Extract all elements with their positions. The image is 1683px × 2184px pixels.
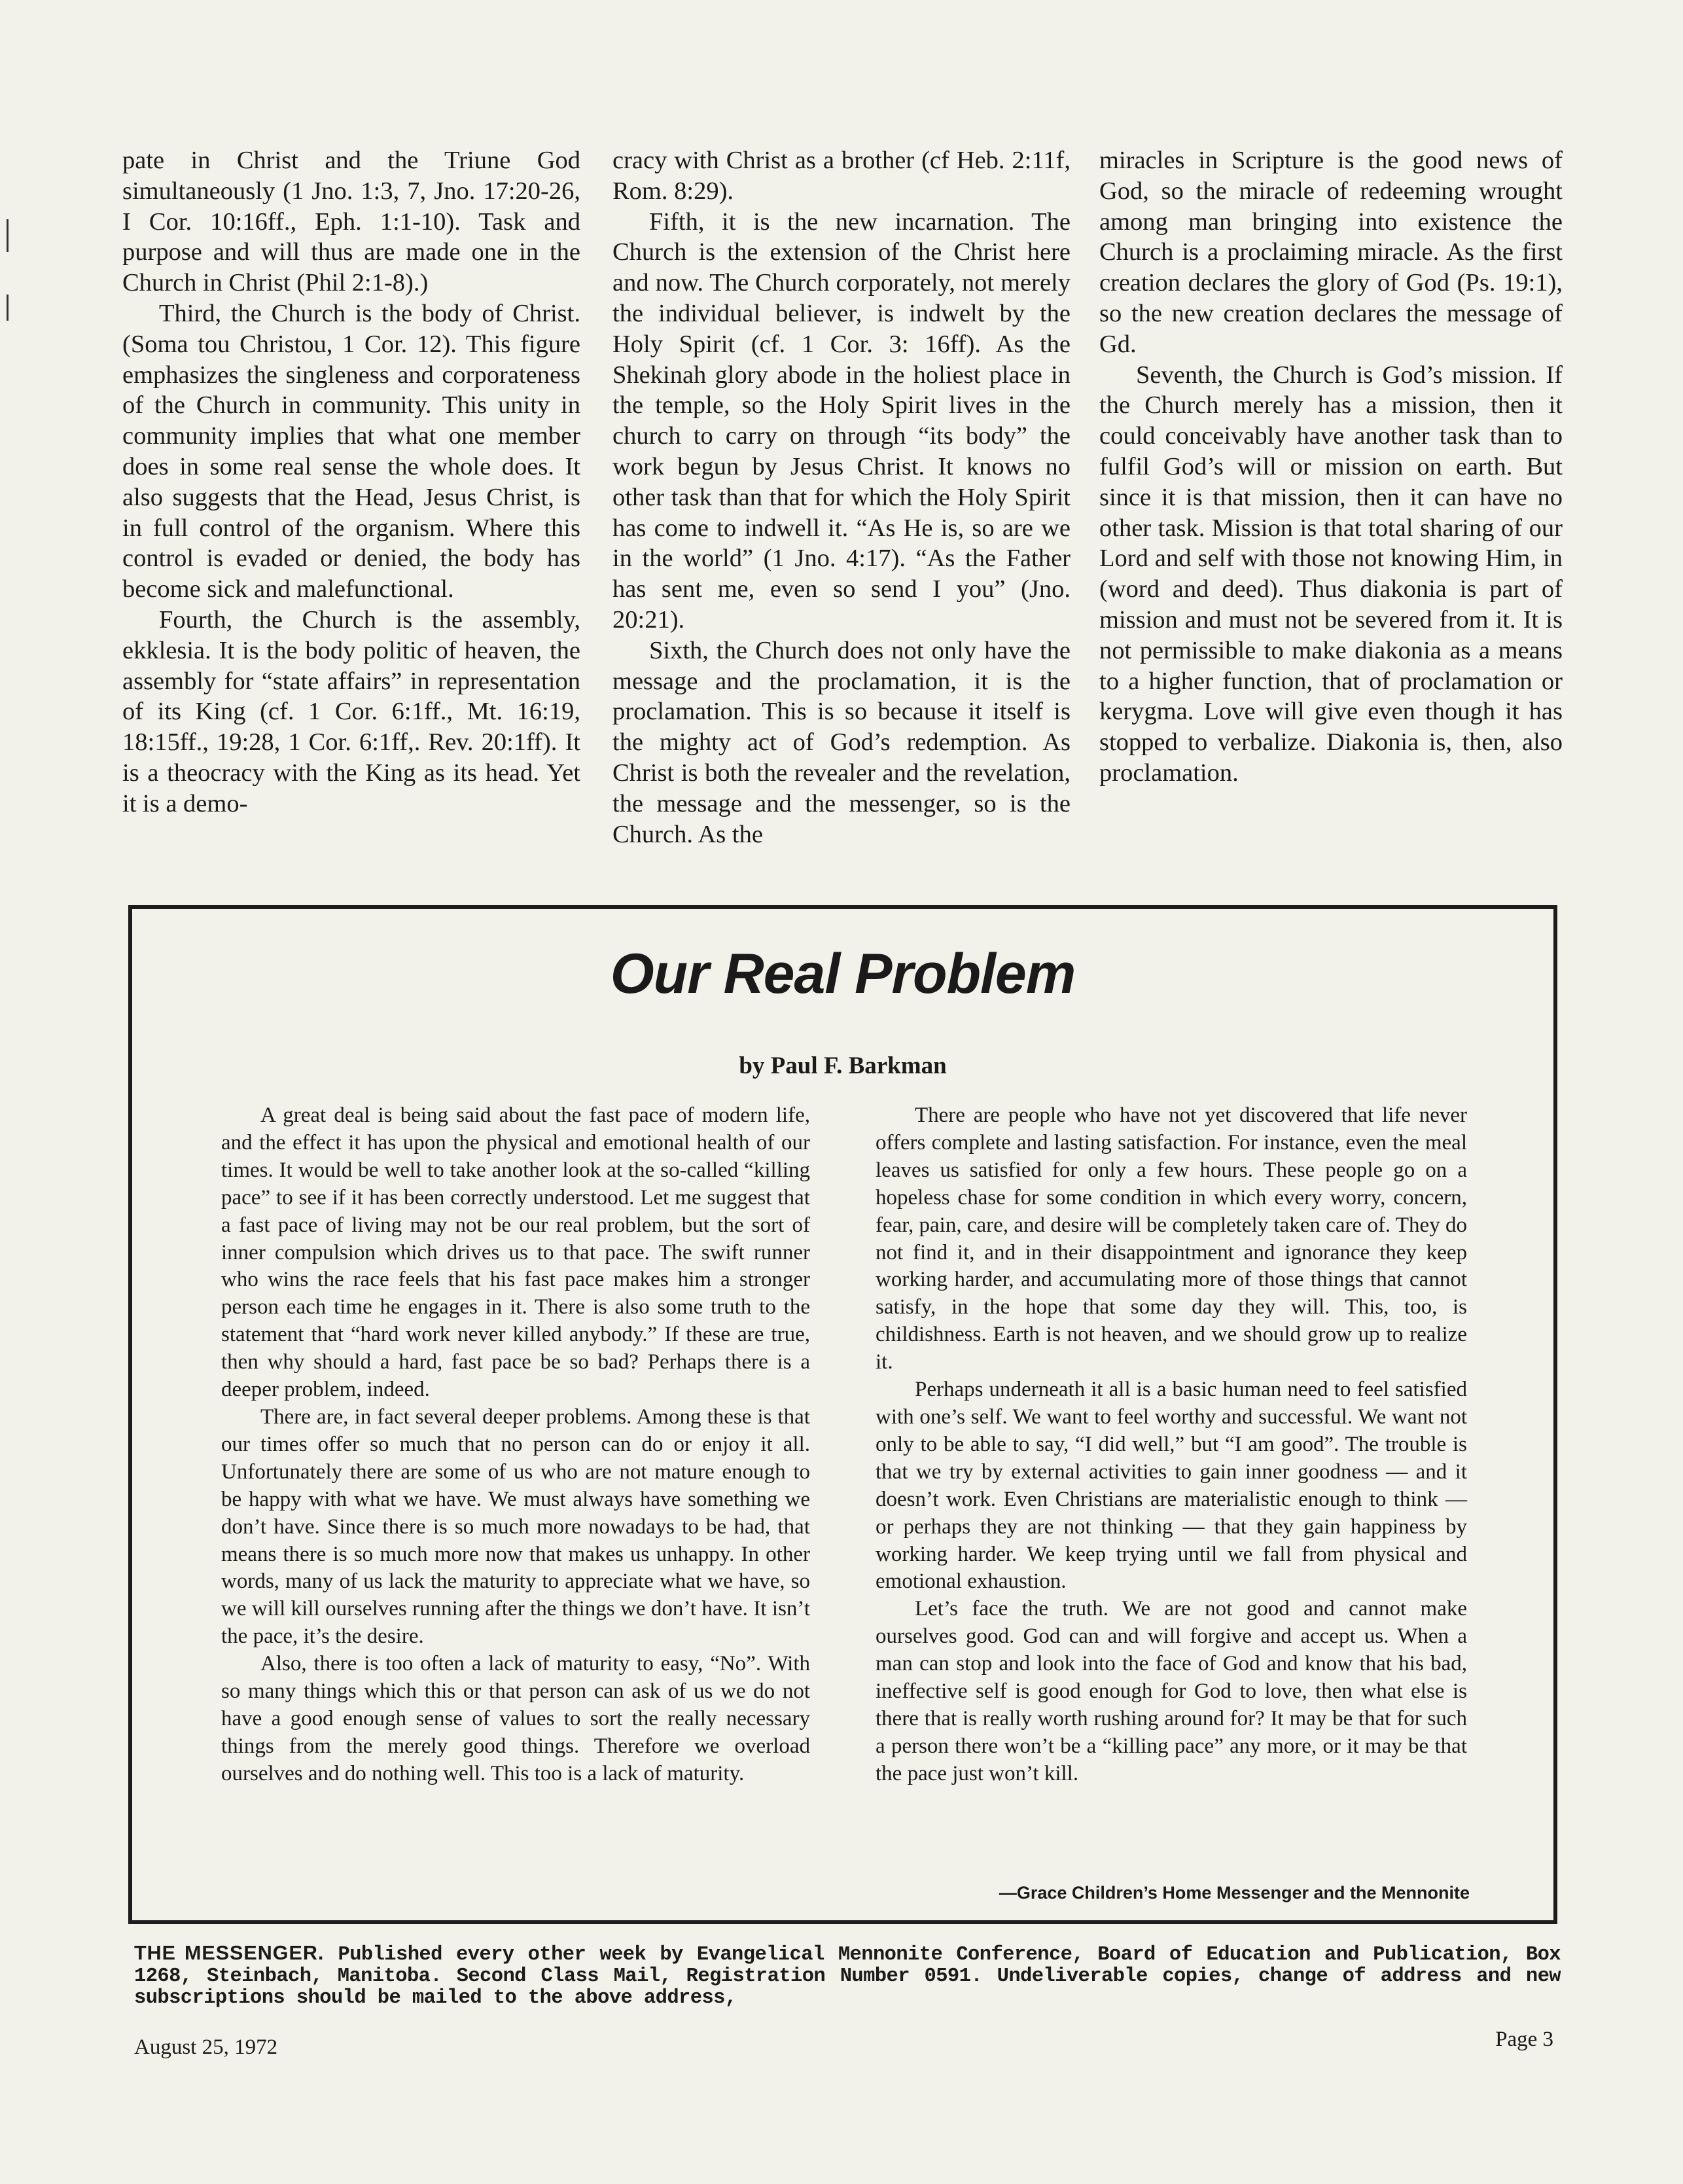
paragraph: pate in Christ and the Triune God simultaneously (1 Jno. 1:3, 7, Jno. 17:20-26, I Cor. 10:16ff., Eph. 1:1-10). Task and purpose and will thus are made one in the Church in Christ (Phil 2:1-8).): [122, 147, 580, 297]
publication-notice-text: Published every other week by Evangelical Mennonite Conference, Board of Education and Publication, Box 1268, Steinbach, Manitoba. Second Class Mail, Registration Number 0591. Undeliverable copies, change of address and new subscriptions should be mailed to the above address,: [134, 1944, 1561, 2009]
publication-name: THE MESSENGER.: [134, 1942, 325, 1964]
publication-notice: [134, 1942, 1561, 2009]
paragraph: Sixth, the Church does not only have the message and the proclamation, it is the proclamation. This is so because it itself is the mighty act of God’s redemption. As Christ is both the revealer and the revelation, the message and the messenger, so is the Church. As the: [612, 636, 1071, 848]
paragraph: A great deal is being said about the fast pace of modern life, and the effect it has upon the physical and emotional health of our times. It would be well to take another look at the so-called “killing pace” to see if it has been correctly understood. Let me suggest that a fast pace of living may not be our real problem, but the sort of inner compulsion which drives us to that pace. The swift runner who wins the race feels that his fast pace makes him a stronger person each time he engages in it. There is also some truth to the statement that “hard work never killed anybody.” If these are true, then why should a hard, fast pace be so bad? Perhaps there is a deeper problem, indeed.: [221, 1103, 810, 1402]
paragraph: Perhaps underneath it all is a basic human need to feel satisfied with one’s self. We want to feel worthy and successful. We want not only to be able to say, “I did well,” but “I am good”. The trouble is that we try by external activities to gain inner goodness — and it doesn’t work. Even Christians are materialistic enough to think — or perhaps they are not thinking — that they gain happiness by working harder. We keep trying until we fall from physical and emotional exhaustion.: [876, 1378, 1467, 1594]
paragraph: Third, the Church is the body of Christ. (Soma tou Christou, 1 Cor. 12). This figure emphasizes the singleness and corporateness of the Church in community. This unity in community implies that what one member does in some real sense the whole does. It also suggests that the Head, Jesus Christ, is in full control of the organism. Where this control is evaded or denied, the body has become sick and malefunctional.: [122, 299, 580, 603]
body-column-2: [612, 145, 1071, 850]
article-title: Our Real Problem: [610, 942, 1076, 1005]
paragraph: Let’s face the truth. We are not good and cannot make ourselves good. God can and will forgive and accept us. When a man can stop and look into the face of God and know that his bad, ineffective self is good enough for God to love, then what else is there that is really worth rushing around for? It may be that for such a person there won’t be a “killing pace” any more, or it may be that the pace just won’t kill.: [876, 1597, 1467, 1785]
paragraph: Fifth, it is the new incarnation. The Church is the extension of the Christ here and now. The Church corporately, not merely the individual believer, is indwelt by the Holy Spirit (cf. 1 Cor. 3: 16ff). As the Shekinah glory abode in the holiest place in the temple, so the Holy Spirit lives in the church to carry on through “its body” the work begun by Jesus Christ. It knows no other task than that for which the Holy Spirit has come to indwell it. “As He is, so are we in the world” (1 Jno. 4:17). “As the Father has sent me, even so send I you” (Jno. 20:21).: [612, 207, 1071, 634]
paragraph: There are people who have not yet discovered that life never offers complete and lasting satisfaction. For instance, even the meal leaves us satisfied for only a few hours. These people go on a hopeless chase for some condition in which every worry, concern, fear, pain, care, and desire will be completely taken care of. They do not find it, and in their disappointment and ignorance they keep working harder, and accumulating more of those things that cannot satisfy, in the hope that some day they will. This, too, is childishness. Earth is not heaven, and we should grow up to realize it.: [876, 1103, 1467, 1374]
byline: by Paul F. Barkman: [739, 1052, 947, 1079]
body-column-1: [122, 145, 580, 819]
article-column-1: [221, 1102, 810, 1788]
article-column-2: [876, 1102, 1467, 1788]
article-credit: —Grace Children’s Home Messenger and the Mennonite: [999, 1883, 1470, 1903]
margin-mark: [7, 219, 9, 252]
paragraph: Also, there is too often a lack of maturity to easy, “No”. With so many things which this or that person can ask of us we do not have a good enough sense of values to sort the really necessary things from the merely good things. Therefore we overload ourselves and do nothing well. This too is a lack of maturity.: [221, 1652, 810, 1785]
paragraph: Fourth, the Church is the assembly, ekklesia. It is the body politic of heaven, the assembly for “state affairs” in representation of its King (cf. 1 Cor. 6:1ff., Mt. 16:19, 18:15ff., 19:28, 1 Cor. 6:1ff,. Rev. 20:1ff). It is a theocracy with the King as its head. Yet it is a demo-: [122, 605, 580, 817]
page-number: Page 3: [1495, 2028, 1553, 2051]
paragraph: Seventh, the Church is God’s mission. If the Church merely has a mission, then it could conceivably have another task than to fulfil God’s will or mission on earth. But since it is that mission, then it can have no other task. Mission is that total sharing of our Lord and self with those not knowing Him, in (word and deed). Thus diakonia is part of mission and must not be severed from it. It is not permissible to make diakonia as a means to a higher function, that of proclamation or kerygma. Love will give even though it has stopped to verbalize. Diakonia is, then, also proclamation.: [1099, 361, 1563, 787]
issue-date: August 25, 1972: [134, 2035, 278, 2059]
body-column-3: [1099, 145, 1563, 789]
paragraph: There are, in fact several deeper problems. Among these is that our times offer so much that no person can do or enjoy it all. Unfortunately there are some of us who are not mature enough to be happy with what we have. We must always have something we don’t have. Since there is so much more nowadays to be had, that means there is so much more now that makes us unhappy. In other words, many of us lack the maturity to appreciate what we have, so we will kill ourselves running after the things we don’t have. It isn’t the pace, it’s the desire.: [221, 1405, 810, 1649]
margin-mark: [7, 295, 9, 321]
paragraph: cracy with Christ as a brother (cf Heb. 2:11f, Rom. 8:29).: [612, 147, 1071, 205]
article-box: [128, 905, 1557, 1924]
paragraph: miracles in Scripture is the good news of God, so the miracle of redeeming wrought among man bringing into existence the Church is a proclaiming miracle. As the first creation declares the glory of God (Ps. 19:1), so the new creation declares the message of Gd.: [1099, 147, 1563, 358]
